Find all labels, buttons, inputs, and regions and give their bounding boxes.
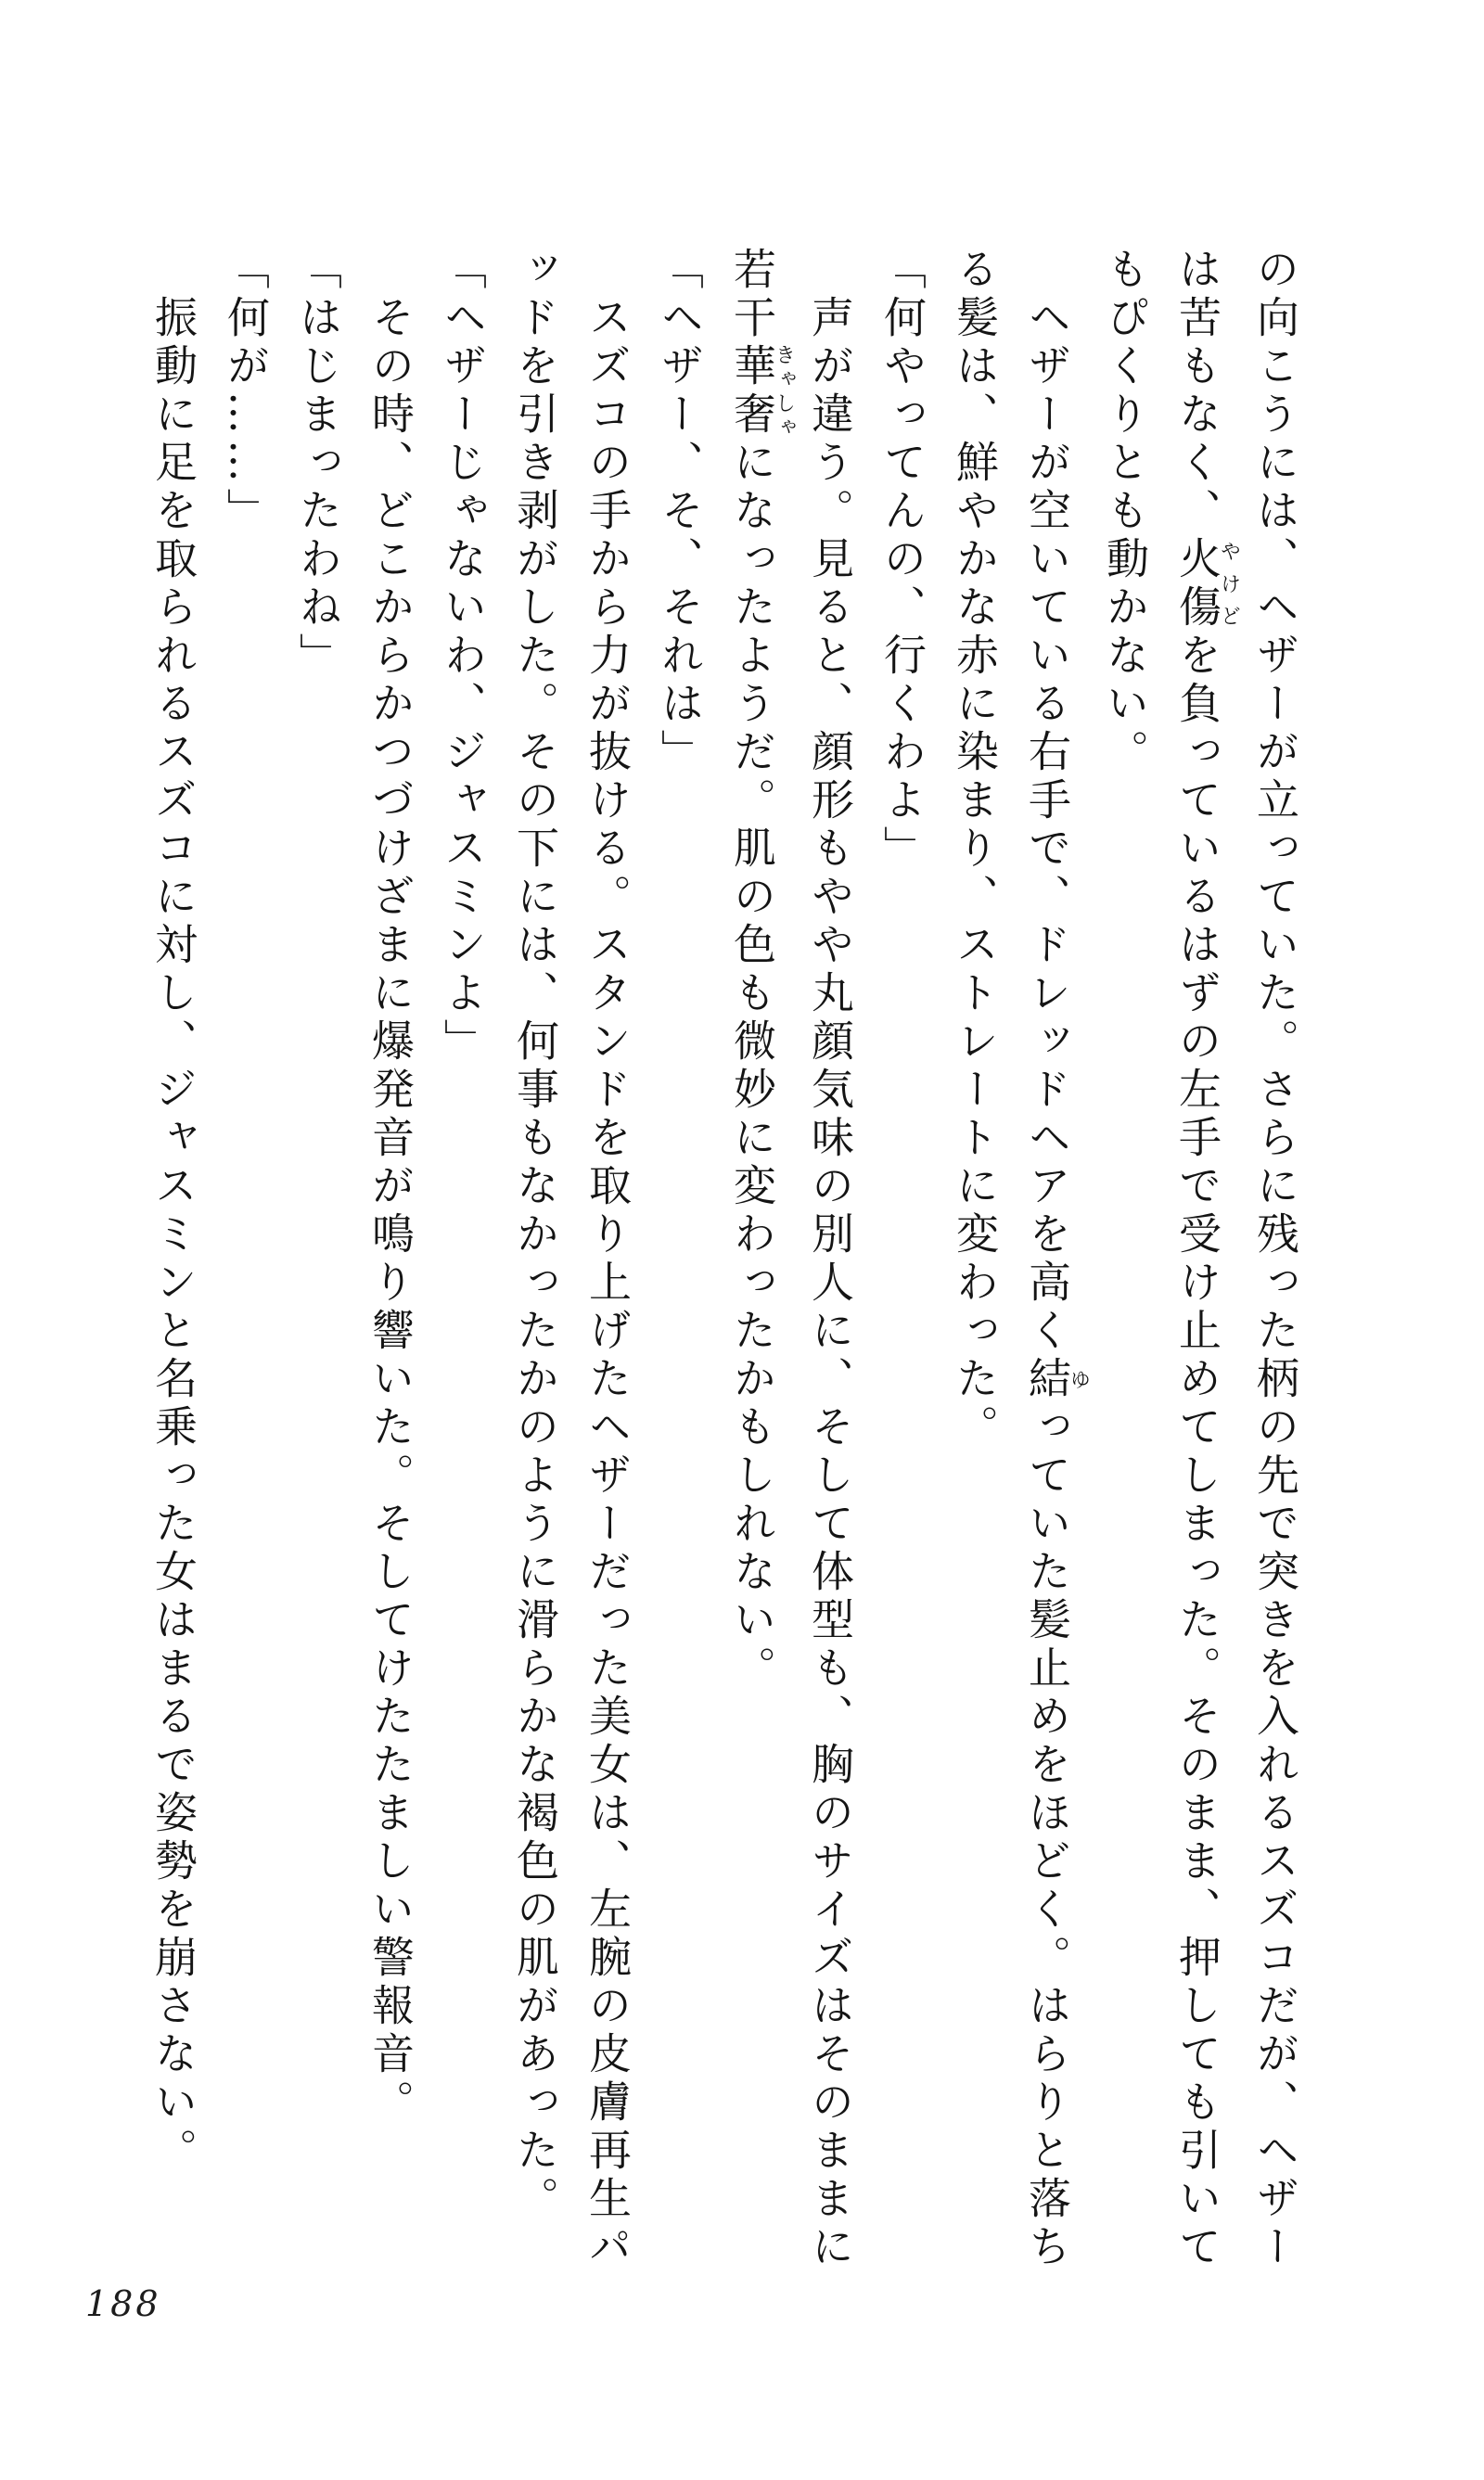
text-column-12: 「ヘザーじゃないわ、ジャスミンよ」 — [438, 247, 488, 1067]
ruby-annotation: 火傷やけど — [1172, 536, 1241, 633]
text-column-15: 「何が……」 — [221, 247, 271, 536]
text-column-8: 若干華奢きゃしゃになったようだ。肌の色も微妙に変わったかもしれない。 — [727, 247, 796, 1694]
text-column-10: スズコの手から力が抜ける。スタンドを取り上げたヘザーだった美女は、左腕の皮膚再生パ — [582, 295, 633, 2272]
furigana: きゃしゃ — [772, 343, 796, 440]
text-column-13: その時、どこからかつづけざまに爆発音が鳴り響いた。そしてけたたましい警報音。 — [365, 295, 416, 2128]
text-column-6: 「何やってんの、行くわよ」 — [877, 247, 928, 874]
text-column-1: の向こうには、ヘザーが立っていた。さらに残った柄の先で突きを入れるスズコだが、ヘザー — [1250, 247, 1300, 2272]
furigana: やけど — [1217, 536, 1241, 633]
text-column-16: 振動に足を取られるスズコに対し、ジャスミンと名乗った女はまるで姿勢を崩さない。 — [148, 295, 198, 2176]
text-column-9: 「ヘザー、そ、それは」 — [655, 247, 705, 777]
ruby-annotation: 結ゆ — [1022, 1356, 1091, 1404]
text-column-5: る髪は、鮮やかな赤に染まり、ストレートに変わった。 — [950, 247, 1000, 1452]
text-column-4: ヘザーが空いている右手で、ドレッドヘアを高く結ゆっていた髪止めをほどく。はらりと落ち — [1022, 295, 1091, 2272]
ruby-annotation: 華奢きゃしゃ — [727, 343, 796, 440]
page-number: 188 — [85, 2283, 161, 2324]
furigana: ゆ — [1067, 1356, 1091, 1404]
text-column-14: 「はじまったわね」 — [293, 247, 343, 681]
text-block — [148, 247, 1311, 2272]
text-column-7: 声が違う。見ると、顔形もやや丸顔気味の別人に、そして体型も、胸のサイズはそのままに — [805, 295, 855, 2272]
text-column-2: は苦もなく、火傷やけどを負っているはずの左手で受け止めてしまった。そのまま、押しても引いて — [1172, 247, 1241, 2272]
text-column-3: もぴくりとも動かない。 — [1100, 247, 1150, 777]
text-column-11: ッドを引き剥がした。その下には、何事もなかったかのように滑らかな褐色の肌があった。 — [510, 247, 560, 2224]
